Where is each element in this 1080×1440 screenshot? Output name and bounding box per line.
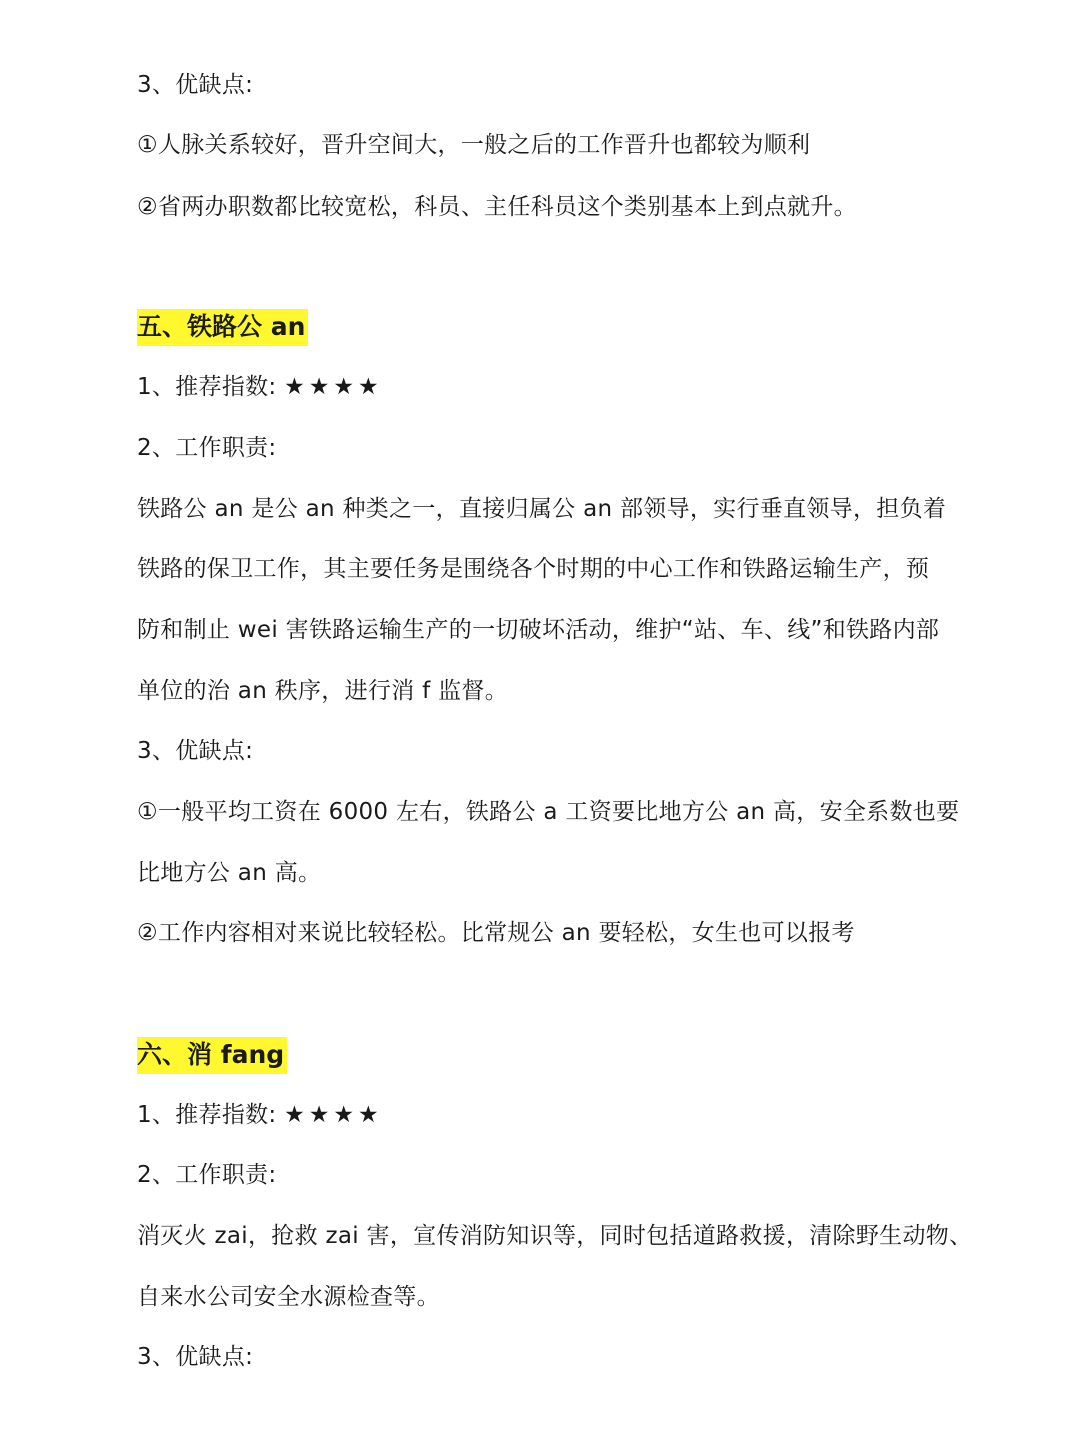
rating-row	[137, 371, 967, 403]
duties-label: 2、工作职责:	[137, 435, 277, 461]
pros-cons-label: 3、优缺点:	[137, 738, 254, 764]
paragraph-line: 比地方公 an 高。	[137, 860, 322, 886]
section-heading-fire-service: 六、消 fang	[137, 1037, 287, 1074]
rating-label: 1、推荐指数:	[137, 374, 277, 400]
pros-cons-label: 3、优缺点:	[137, 72, 254, 98]
pro-item: ①人脉关系较好，晋升空间大，一般之后的工作晋升也都较为顺利	[137, 132, 811, 158]
pros-cons-label: 3、优缺点:	[137, 1344, 254, 1370]
rating-label: 1、推荐指数:	[137, 1102, 277, 1128]
paragraph-line: 自来水公司安全水源检查等。	[137, 1284, 440, 1310]
star-rating-icon: ★★★★	[284, 1102, 383, 1128]
paragraph-line: 防和制止 wei 害铁路运输生产的一切破坏活动，维护“站、车、线”和铁路内部	[137, 617, 940, 643]
star-rating-icon: ★★★★	[284, 374, 383, 400]
rating-row	[137, 1099, 967, 1131]
pro-item: ②省两办职数都比较宽松，科员、主任科员这个类别基本上到点就升。	[137, 194, 857, 220]
paragraph-line: 单位的治 an 秩序，进行消 f 监督。	[137, 678, 509, 704]
section-heading-railway-police: 五、铁路公 an	[137, 309, 308, 346]
duties-label: 2、工作职责:	[137, 1162, 277, 1188]
paragraph-line: 消灭火 zai，抢救 zai 害，宣传消防知识等，同时包括道路救援，清除野生动物、	[137, 1223, 973, 1249]
paragraph-line: 铁路的保卫工作，其主要任务是围绕各个时期的中心工作和铁路运输生产，预	[137, 556, 930, 582]
paragraph-line: 铁路公 an 是公 an 种类之一，直接归属公 an 部领导，实行垂直领导，担负着	[137, 496, 947, 522]
paragraph-line: ①一般平均工资在 6000 左右，铁路公 a 工资要比地方公 an 高，安全系数也要	[137, 799, 960, 825]
pro-item: ②工作内容相对来说比较轻松。比常规公 an 要轻松，女生也可以报考	[137, 920, 855, 946]
